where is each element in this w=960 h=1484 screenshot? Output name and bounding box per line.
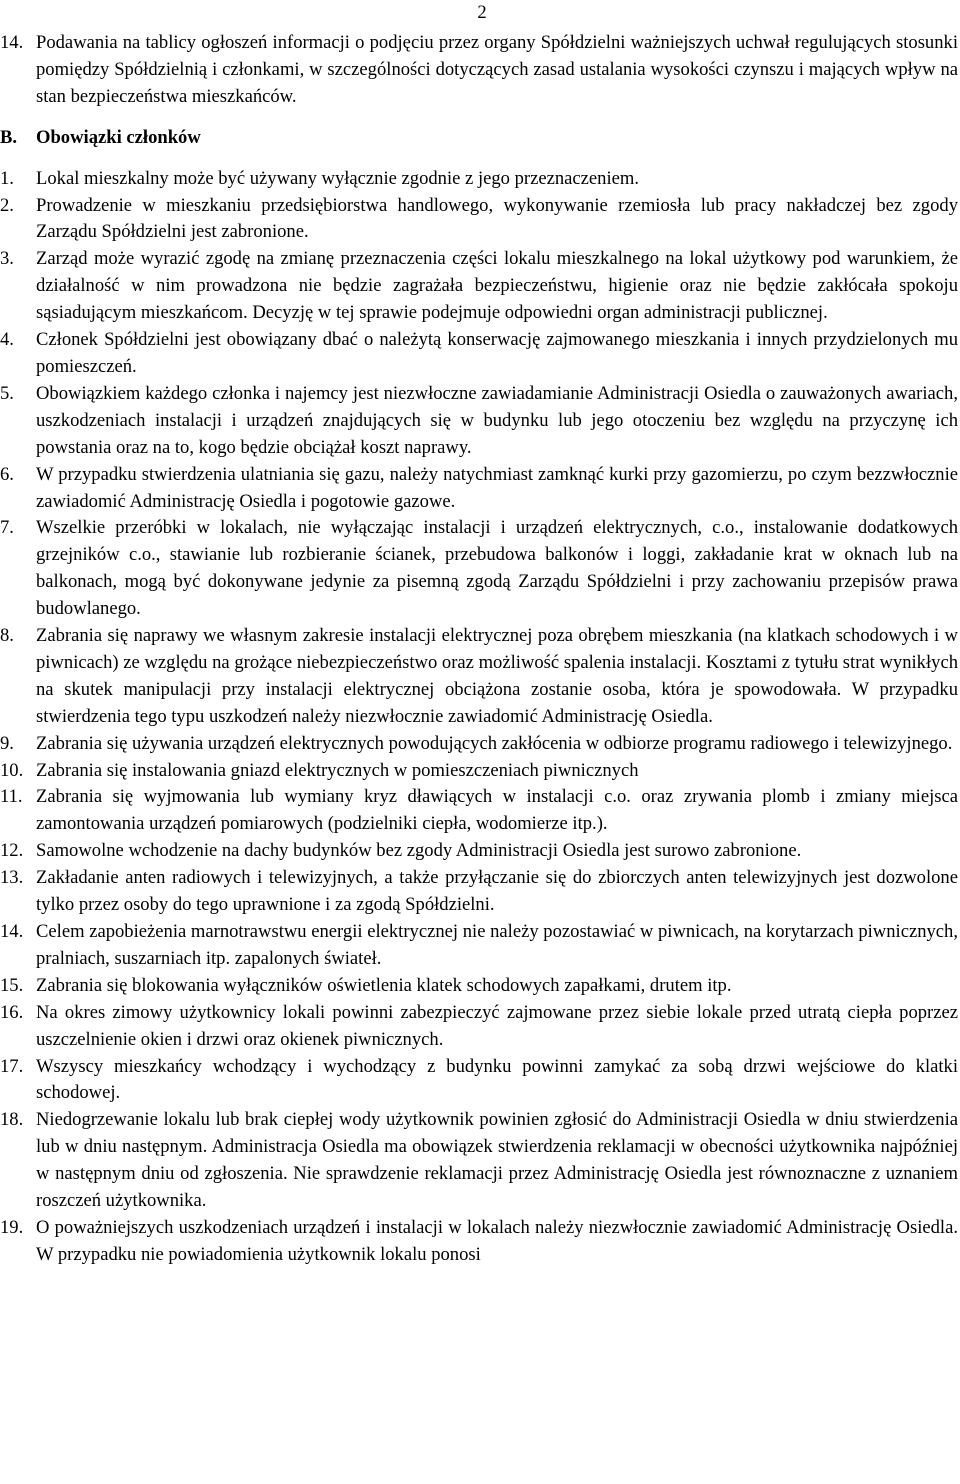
item-number: 14. [0,921,24,942]
item-text: Samowolne wchodzenie na dachy budynków bez zgody Administracji Osiedla jest surowo zabronione. [36,840,802,862]
item-number: 9. [0,732,14,754]
list-item [0,758,958,785]
item-number: 12. [0,840,24,862]
list-item [0,30,958,111]
item-text: Zabrania się blokowania wyłączników oświetlenia klatek schodowych zapałkami, drutem itp. [36,974,732,996]
item-number: 1. [0,167,14,189]
list-item [0,381,958,462]
document-body [0,30,958,1269]
list-item [0,919,958,973]
item-text: Zabrania się instalowania gniazd elektrycznych w pomieszczeniach piwnicznych [36,759,639,781]
page-number: 2 [477,2,487,23]
item-number: 3. [0,248,14,270]
item-number: 8. [0,625,14,647]
obligations-list [0,166,958,1269]
section-heading [0,125,958,152]
item-number: 11. [0,786,23,808]
list-item [0,838,958,865]
item-text: Zabrania się naprawy we własnym zakresie instalacji elektrycznej poza obrębem mieszkania (na klatkach schodowych i w piwnicach) ze względu na grożące niebezpieczeństwo oraz możliwość spalenia instalacji. Kosztami z tytułu strat wynikłych na skutek manipulacji przy instalacji elektrycznej obciążona zostanie osoba, która je spowodowała. W przypadku stwierdzenia tego typu uszkodzeń należy niezwłocznie zawiadomić Administrację Osiedla. [36,625,958,727]
item-number: 16. [0,1001,24,1023]
list-item [0,193,958,247]
item-text: O poważniejszych uszkodzeniach urządzeń i instalacji w lokalach należy niezwłocznie zawiadomić Administrację Osiedla. W przypadku nie powiadomienia użytkownik lokalu ponosi [36,1216,958,1265]
item-number: 10. [0,759,24,781]
item-number: 7. [0,517,14,539]
item-text: Podawania na tablicy ogłoszeń informacji o podjęciu przez organy Spółdzielni ważniejszych uchwał regulujących stosunki pomiędzy Spółdzielnią i członkami, w szczególności dotyczących zasad ustalania wysokości czynszu i mających wpływ na stan bezpieczeństwa mieszkańców. [36,32,958,107]
list-item [0,1107,958,1215]
item-text: Zabrania się używania urządzeń elektrycznych powodujących zakłócenia w odbiorze programu radiowego i telewizyjnego. [36,732,953,754]
list-item [0,462,958,516]
list-item [0,731,958,758]
item-number: 6. [0,463,14,485]
item-text: Celem zapobieżenia marnotrawstwu energii elektrycznej nie należy pozostawiać w piwnicach, na korytarzach piwnicznych, pralniach, suszarniach itp. zapalonych świateł. [36,921,958,969]
item-text: Zarząd może wyrazić zgodę na zmianę przeznaczenia części lokalu mieszkalnego na lokal użytkowy pod warunkiem, że działalność w nim prowadzona nie będzie zagrażała bezpieczeństwu, higienie oraz nie będzie zakłócała spokoju sąsiadującym mieszkańcom. Decyzję w tej sprawie podejmuje odpowiedni organ administracji publicznej. [36,248,958,324]
list-item [0,865,958,919]
item-number: 19. [0,1216,24,1238]
item-number: 2. [0,194,14,216]
list-item [0,1054,958,1108]
item-number: 14. [0,32,24,53]
item-text: W przypadku stwierdzenia ulatniania się gazu, należy natychmiast zamknąć kurki przy gazomierzu, po czym bezzwłocznie zawiadomić Administrację Osiedla i pogotowie gazowe. [36,463,958,512]
list-item [0,327,958,381]
item-text: Na okres zimowy użytkownicy lokali powinni zabezpieczyć zajmowane przez siebie lokale przed utratą ciepła poprzez uszczelnienie okien i drzwi oraz okienek piwnicznych. [36,1001,958,1050]
list-item [0,623,958,731]
item-text: Niedogrzewanie lokalu lub brak ciepłej wody użytkownik powinien zgłosić do Administracji Osiedla w dniu stwierdzenia lub w dniu następnym. Administracja Osiedla ma obowiązek stwierdzenia reklamacji w obecności użytkownika najpóźniej w następnym dniu od zgłoszenia. Nie sprawdzenie reklamacji przez Administrację Osiedla jest równoznaczne z uznaniem roszczeń użytkownika. [36,1109,958,1212]
item-number: 15. [0,974,24,996]
item-number: 4. [0,329,14,351]
section-title: Obowiązki członków [36,126,201,148]
list-item [0,246,958,327]
list-item [0,1000,958,1054]
item-text: Lokal mieszkalny może być używany wyłącznie zgodnie z jego przeznaczeniem. [36,167,639,189]
item-number: 17. [0,1055,24,1077]
list-item [0,515,958,623]
list-item [0,973,958,1000]
item-text: Wszyscy mieszkańcy wchodzący i wychodzący z budynku powinni zamykać za sobą drzwi wejściowe do klatki schodowej. [36,1055,958,1104]
item-number: 5. [0,382,14,404]
item-text: Zakładanie anten radiowych i telewizyjnych, a także przyłączanie się do zbiorczych anten telewizyjnych jest dozwolone tylko przez osoby do tego uprawnione i za zgodą Spółdzielni. [36,867,958,916]
item-text: Członek Spółdzielni jest obowiązany dbać o należytą konserwację zajmowanego mieszkania i innych przydzielonych mu pomieszczeń. [36,329,958,377]
list-item [0,784,958,838]
item-text: Wszelkie przeróbki w lokalach, nie wyłączając instalacji i urządzeń elektrycznych, c.o., instalowanie dodatkowych grzejników c.o., stawianie lub rozbieranie ścianek, przebudowa balkonów i loggi, zakładanie krat w oknach lub na balkonach, mogą być dokonywane jedynie za pisemną zgodą Zarządu Spółdzielni i przy zachowaniu przepisów prawa budowlanego. [36,517,958,620]
item-text: Prowadzenie w mieszkaniu przedsiębiorstwa handlowego, wykonywanie rzemiosła lub pracy nakładczej bez zgody Zarządu Spółdzielni jest zabronione. [36,194,958,243]
item-text: Zabrania się wyjmowania lub wymiany kryz dławiących w instalacji c.o. oraz zrywania plomb i zmiany miejsca zamontowania urządzeń pomiarowych (podzielniki ciepła, wodomierze itp.). [36,786,958,835]
item-number: 18. [0,1109,24,1131]
section-letter: B. [0,126,18,148]
item-number: 13. [0,867,24,889]
item-text: Obowiązkiem każdego członka i najemcy jest niezwłoczne zawiadamianie Administracji Osiedla o zauważonych awariach, uszkodzeniach instalacji i urządzeń znajdujących się w budynku lub jego otoczeniu bez względu na przyczynę ich powstania oraz na to, kogo będzie obciążał koszt naprawy. [36,382,958,458]
list-item [0,1215,958,1269]
list-item [0,166,958,193]
